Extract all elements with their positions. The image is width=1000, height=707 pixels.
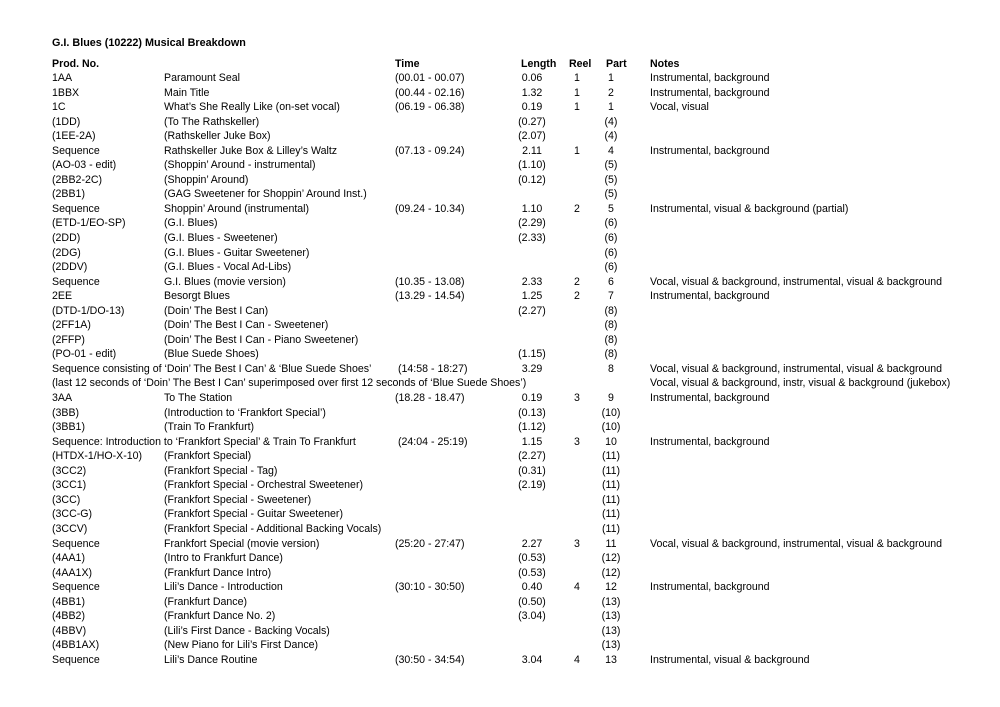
header-reel: Reel (569, 58, 592, 70)
title-cell: Shoppin’ Around (instrumental) (164, 202, 310, 215)
title-cell: (Train To Frankfurt) (164, 421, 255, 434)
table-row (0, 464, 1000, 479)
prod-no-cell: (2FFP) (52, 333, 85, 346)
title-cell: (Doin’ The Best I Can - Sweetener) (164, 319, 329, 332)
prod-no-cell: (3CC-G) (52, 508, 93, 521)
part-cell: 11 (605, 537, 617, 550)
table-row (0, 318, 1000, 333)
length-cell: 1.10 (521, 202, 543, 215)
part-cell: (13) (601, 595, 621, 608)
title-cell: Main Title (164, 86, 210, 99)
part-cell: 7 (608, 290, 614, 303)
part-cell: (12) (601, 552, 621, 565)
length-cell: 1.32 (521, 86, 543, 99)
part-cell: 6 (608, 275, 614, 288)
title-cell: (Shoppin’ Around - instrumental) (164, 159, 316, 172)
length-cell: (1.15) (518, 348, 546, 361)
part-cell: (13) (601, 624, 621, 637)
prod-no-cell: (3CC1) (52, 479, 87, 492)
time-cell: (07.13 - 09.24) (395, 144, 465, 157)
title-cell: Frankfort Special (movie version) (164, 537, 320, 550)
title-cell: Rathskeller Juke Box & Lilley’s Waltz (164, 144, 338, 157)
title-cell: To The Station (164, 392, 233, 405)
title-cell: (Lili’s First Dance - Backing Vocals) (164, 624, 330, 637)
part-cell: 1 (608, 72, 614, 84)
length-cell: 2.27 (521, 537, 543, 550)
length-cell: 2.33 (521, 275, 543, 288)
part-cell: (6) (604, 217, 618, 230)
notes-cell: Vocal, visual & background, instrumental, visual & background (650, 362, 943, 375)
table-row (0, 391, 1000, 406)
prod-no-cell: (PO-01 - edit) (52, 348, 117, 361)
length-cell: (0.27) (518, 115, 546, 128)
prod-no-cell: 3AA (52, 392, 73, 405)
title-cell: What’s She Really Like (on-set vocal) (164, 101, 340, 114)
prod-no-cell: (4BB1) (52, 595, 85, 608)
table-row (0, 609, 1000, 624)
table-row (0, 435, 1000, 450)
time-cell: (24:04 - 25:19) (398, 435, 468, 448)
prod-no-cell: (2BB1) (52, 188, 85, 201)
reel-cell: 1 (574, 144, 580, 157)
notes-cell: Instrumental, background (650, 290, 770, 303)
title-cell: (Frankfurt Dance No. 2) (164, 610, 276, 623)
prod-no-cell: 1BBX (52, 86, 80, 99)
notes-cell: Instrumental, background (650, 392, 770, 405)
prod-no-cell: (1EE-2A) (52, 130, 96, 143)
prod-no-cell: (2BB2-2C) (52, 173, 103, 186)
breakdown-table (0, 71, 1000, 667)
table-row (0, 362, 1000, 377)
title-cell: (Frankfurt Dance) (164, 595, 248, 608)
length-cell: 3.04 (521, 653, 543, 666)
length-cell: (2.33) (518, 232, 546, 245)
prod-no-cell: (4BB2) (52, 610, 85, 623)
table-row (0, 216, 1000, 231)
length-cell: (0.53) (518, 552, 546, 565)
reel-cell: 2 (574, 202, 580, 215)
title-cell: (Frankfort Special - Sweetener) (164, 493, 312, 506)
part-cell: (4) (604, 115, 618, 128)
notes-cell: Vocal, visual & background, instrumental, visual & background (650, 275, 943, 288)
part-cell: (8) (604, 319, 618, 332)
prod-no-cell: (HTDX-1/HO-X-10) (52, 450, 143, 463)
prod-no-cell: (4AA1) (52, 552, 85, 565)
header-time: Time (395, 58, 420, 70)
prod-no-cell: Sequence (52, 581, 100, 594)
prod-no-cell: 2EE (52, 290, 73, 303)
part-cell: (6) (604, 232, 618, 245)
part-cell: (11) (601, 522, 621, 535)
length-cell: (1.12) (518, 421, 546, 434)
table-row (0, 566, 1000, 581)
title-cell: (Blue Suede Shoes) (164, 348, 259, 361)
part-cell: (11) (601, 479, 621, 492)
table-row (0, 595, 1000, 610)
reel-cell: 2 (574, 290, 580, 303)
reel-cell: 4 (574, 653, 580, 666)
title-cell: (Frankfort Special - Guitar Sweetener) (164, 508, 343, 521)
table-row (0, 333, 1000, 348)
title-cell: (G.I. Blues - Vocal Ad-Libs) (164, 261, 292, 274)
notes-cell: Instrumental, visual & background (partial) (650, 202, 849, 215)
title-cell: Lili’s Dance - Introduction (164, 581, 283, 594)
reel-cell: 3 (574, 392, 580, 405)
header-part: Part (606, 58, 627, 70)
title-cell: (New Piano for Lili’s First Dance) (164, 639, 319, 652)
time-cell: (25:20 - 27:47) (395, 537, 465, 550)
part-cell: 2 (608, 86, 614, 99)
part-cell: 13 (605, 653, 617, 666)
prod-no-cell: (3CCV) (52, 522, 88, 535)
length-cell: (0.50) (518, 595, 546, 608)
header-prod-no: Prod. No. (52, 58, 100, 70)
table-row (0, 347, 1000, 362)
part-cell: (4) (604, 130, 618, 143)
header-length: Length (521, 58, 557, 70)
notes-cell: Instrumental, background (650, 144, 770, 157)
part-cell: (6) (604, 246, 618, 259)
title-cell: (Doin’ The Best I Can) (164, 304, 269, 317)
part-cell: (5) (604, 159, 618, 172)
notes-cell: Instrumental, background (650, 86, 770, 99)
table-row (0, 580, 1000, 595)
table-row (0, 275, 1000, 290)
part-cell: 1 (608, 101, 614, 114)
prod-no-cell: Sequence consisting of ‘Doin’ The Best I Can’ & ‘Blue Suede Shoes’ (52, 362, 372, 375)
title-cell: (Rathskeller Juke Box) (164, 130, 271, 143)
length-cell: (1.10) (518, 159, 546, 172)
table-row (0, 187, 1000, 202)
table-row (0, 260, 1000, 275)
length-cell: 1.25 (521, 290, 543, 303)
prod-no-cell: (4BB1AX) (52, 639, 100, 652)
part-cell: 10 (605, 435, 617, 448)
table-row (0, 507, 1000, 522)
title-cell: (G.I. Blues - Sweetener) (164, 232, 278, 245)
length-cell: 0.19 (521, 392, 543, 405)
length-cell: 1.15 (521, 435, 543, 448)
prod-no-cell: (4BBV) (52, 624, 87, 637)
table-row (0, 420, 1000, 435)
table-row (0, 304, 1000, 319)
prod-no-cell: 1C (52, 101, 66, 114)
prod-no-cell: Sequence (52, 275, 100, 288)
table-row (0, 551, 1000, 566)
length-cell: (2.27) (518, 304, 546, 317)
length-cell: (2.07) (518, 130, 546, 143)
prod-no-cell: (2FF1A) (52, 319, 91, 332)
prod-no-cell: (1DD) (52, 115, 81, 128)
prod-no-cell: (last 12 seconds of ‘Doin’ The Best I Can’ superimposed over first 12 seconds of ‘Blue Suede Shoes’) (52, 377, 527, 390)
table-row (0, 173, 1000, 188)
part-cell: 5 (608, 202, 614, 215)
time-cell: (30:50 - 34:54) (395, 653, 465, 666)
prod-no-cell: (3CC) (52, 493, 81, 506)
part-cell: (11) (601, 464, 621, 477)
prod-no-cell: Sequence: Introduction to ‘Frankfort Special’ & Train To Frankfurt (52, 435, 356, 448)
table-row (0, 144, 1000, 159)
prod-no-cell: (2DG) (52, 246, 81, 259)
reel-cell: 3 (574, 537, 580, 550)
notes-cell: Instrumental, background (650, 581, 770, 594)
notes-cell: Instrumental, background (650, 435, 770, 448)
part-cell: (5) (604, 173, 618, 186)
table-row (0, 478, 1000, 493)
prod-no-cell: (AO-03 - edit) (52, 159, 117, 172)
title-cell: Lili’s Dance Routine (164, 653, 258, 666)
reel-cell: 2 (574, 275, 580, 288)
prod-no-cell: Sequence (52, 144, 100, 157)
table-row (0, 522, 1000, 537)
title-cell: G.I. Blues (movie version) (164, 275, 286, 288)
part-cell: 9 (608, 392, 614, 405)
length-cell: 2.11 (522, 144, 542, 157)
time-cell: (13.29 - 14.54) (395, 290, 465, 303)
part-cell: (8) (604, 304, 618, 317)
title-cell: (Introduction to ‘Frankfort Special’) (164, 406, 326, 419)
length-cell: (2.19) (518, 479, 546, 492)
notes-cell: Vocal, visual & background, instrumental, visual & background (650, 537, 943, 550)
title-cell: (Intro to Frankfurt Dance) (164, 552, 283, 565)
part-cell: (5) (604, 188, 618, 201)
time-cell: (18.28 - 18.47) (395, 392, 465, 405)
table-row (0, 638, 1000, 653)
prod-no-cell: Sequence (52, 537, 100, 550)
prod-no-cell: (4AA1X) (52, 566, 93, 579)
length-cell: (0.53) (518, 566, 546, 579)
title-cell: (GAG Sweetener for Shoppin’ Around Inst.) (164, 188, 367, 201)
header-notes: Notes (650, 58, 680, 70)
part-cell: (8) (604, 348, 618, 361)
prod-no-cell: (3CC2) (52, 464, 87, 477)
part-cell: (10) (601, 421, 621, 434)
title-cell: (G.I. Blues - Guitar Sweetener) (164, 246, 310, 259)
part-cell: (13) (601, 610, 621, 623)
table-row (0, 71, 1000, 86)
length-cell: (0.31) (518, 464, 546, 477)
length-cell: 3.29 (521, 362, 543, 375)
prod-no-cell: Sequence (52, 653, 100, 666)
part-cell: (6) (604, 261, 618, 274)
prod-no-cell: (DTD-1/DO-13) (52, 304, 125, 317)
time-cell: (00.01 - 00.07) (395, 72, 465, 84)
prod-no-cell: (ETD-1/EO-SP) (52, 217, 126, 230)
table-row (0, 231, 1000, 246)
notes-cell: Instrumental, background (650, 72, 770, 84)
length-cell: 0.19 (521, 101, 543, 114)
time-cell: (09.24 - 10.34) (395, 202, 465, 215)
length-cell: (0.13) (518, 406, 546, 419)
title-cell: (Frankfurt Dance Intro) (164, 566, 272, 579)
table-row (0, 406, 1000, 421)
table-row (0, 376, 1000, 391)
title-cell: Besorgt Blues (164, 290, 230, 303)
title-cell: (G.I. Blues) (164, 217, 218, 230)
prod-no-cell: 1AA (52, 72, 73, 84)
time-cell: (10.35 - 13.08) (395, 275, 465, 288)
length-cell: 0.40 (521, 581, 543, 594)
time-cell: (14:58 - 18:27) (398, 362, 468, 375)
table-row (0, 537, 1000, 552)
reel-cell: 3 (574, 435, 580, 448)
part-cell: 4 (608, 144, 614, 157)
title-cell: (Doin’ The Best I Can - Piano Sweetener) (164, 333, 359, 346)
part-cell: (11) (601, 508, 621, 521)
table-row (0, 289, 1000, 304)
title-cell: Paramount Seal (164, 72, 240, 84)
table-row (0, 449, 1000, 464)
notes-cell: Instrumental, visual & background (650, 653, 810, 666)
reel-cell: 1 (574, 72, 580, 84)
title-cell: (Frankfort Special - Orchestral Sweetener) (164, 479, 363, 492)
length-cell: (2.27) (518, 450, 546, 463)
table-row (0, 115, 1000, 130)
prod-no-cell: Sequence (52, 202, 100, 215)
time-cell: (06.19 - 06.38) (395, 101, 465, 114)
length-cell: 0.06 (521, 72, 543, 84)
table-row (0, 86, 1000, 101)
table-row (0, 493, 1000, 508)
time-cell: (30:10 - 30:50) (395, 581, 465, 594)
table-row (0, 158, 1000, 173)
part-cell: (10) (601, 406, 621, 419)
title-cell: (Frankfort Special) (164, 450, 252, 463)
title-cell: (Frankfort Special - Tag) (164, 464, 278, 477)
part-cell: (12) (601, 566, 621, 579)
part-cell: (11) (601, 493, 621, 506)
part-cell: (11) (601, 450, 621, 463)
table-row (0, 653, 1000, 668)
notes-cell: Vocal, visual & background, instr, visual & background (jukebox) (650, 377, 951, 390)
prod-no-cell: (2DD) (52, 232, 81, 245)
notes-cell: Vocal, visual (650, 101, 709, 114)
prod-no-cell: (2DDV) (52, 261, 88, 274)
table-row (0, 624, 1000, 639)
prod-no-cell: (3BB1) (52, 421, 85, 434)
title-cell: (To The Rathskeller) (164, 115, 260, 128)
document-title: G.I. Blues (10222) Musical Breakdown (52, 37, 246, 49)
reel-cell: 1 (574, 101, 580, 114)
part-cell: 12 (605, 581, 617, 594)
reel-cell: 4 (574, 581, 580, 594)
part-cell: (8) (604, 333, 618, 346)
length-cell: (3.04) (518, 610, 546, 623)
table-row (0, 129, 1000, 144)
table-row (0, 246, 1000, 261)
part-cell: (13) (601, 639, 621, 652)
length-cell: (2.29) (518, 217, 546, 230)
length-cell: (0.12) (518, 173, 546, 186)
reel-cell: 1 (574, 86, 580, 99)
part-cell: 8 (608, 362, 614, 375)
title-cell: (Frankfort Special - Additional Backing Vocals) (164, 522, 382, 535)
table-row (0, 202, 1000, 217)
time-cell: (00.44 - 02.16) (395, 86, 465, 99)
title-cell: (Shoppin’ Around) (164, 173, 249, 186)
prod-no-cell: (3BB) (52, 406, 80, 419)
table-row (0, 100, 1000, 115)
